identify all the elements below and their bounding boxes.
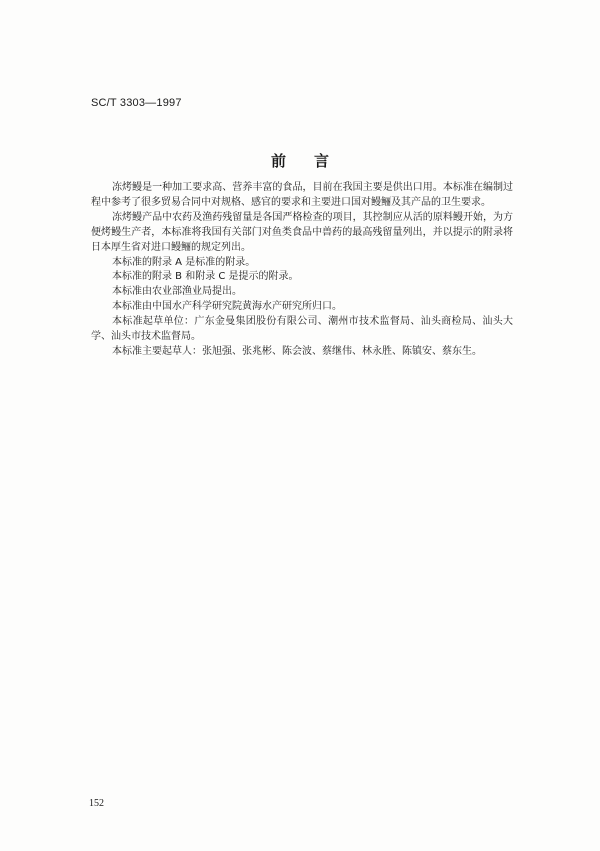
page-title: 前言 <box>270 152 357 170</box>
paragraph: 本标准由中国水产科学研究院黄海水产研究所归口。 <box>112 301 342 313</box>
paragraph: 本标准的附录 A 是标准的附录。 <box>112 256 256 268</box>
standard-code: SC/T 3303—1997 <box>91 97 182 109</box>
paragraph: 本标准主要起草人：张旭强、张兆彬、陈会波、蔡继伟、林永胜、陈镇安、蔡东生。 <box>112 345 482 357</box>
paragraph: 本标准的附录 B 和附录 C 是提示的附录。 <box>112 271 299 283</box>
paragraph: 冻烤鳗产品中农药及渔药残留量是各国严格检查的项目，其控制应从活的原料鳗开始，为方便烤鳗生产者，本标准将我国有关部门对鱼类食品中兽药的最高残留量列出，并以提示的附录将日本厚生省对进口鳗鲡的规定列出。 <box>91 211 513 253</box>
paragraph: 本标准起草单位：广东金曼集团股份有限公司、潮州市技术监督局、汕头商检局、汕头大学、汕头市技术监督局。 <box>91 316 513 343</box>
paragraph: 本标准由农业部渔业局提出。 <box>112 286 242 298</box>
page-number: 152 <box>89 798 104 809</box>
paragraph: 冻烤鳗是一种加工要求高、营养丰富的食品，目前在我国主要是供出口用。本标准在编制过程中参考了很多贸易合同中对规格、感官的要求和主要进口国对鳗鲡及其产品的卫生要求。 <box>91 182 513 208</box>
foreword-body <box>91 181 513 360</box>
